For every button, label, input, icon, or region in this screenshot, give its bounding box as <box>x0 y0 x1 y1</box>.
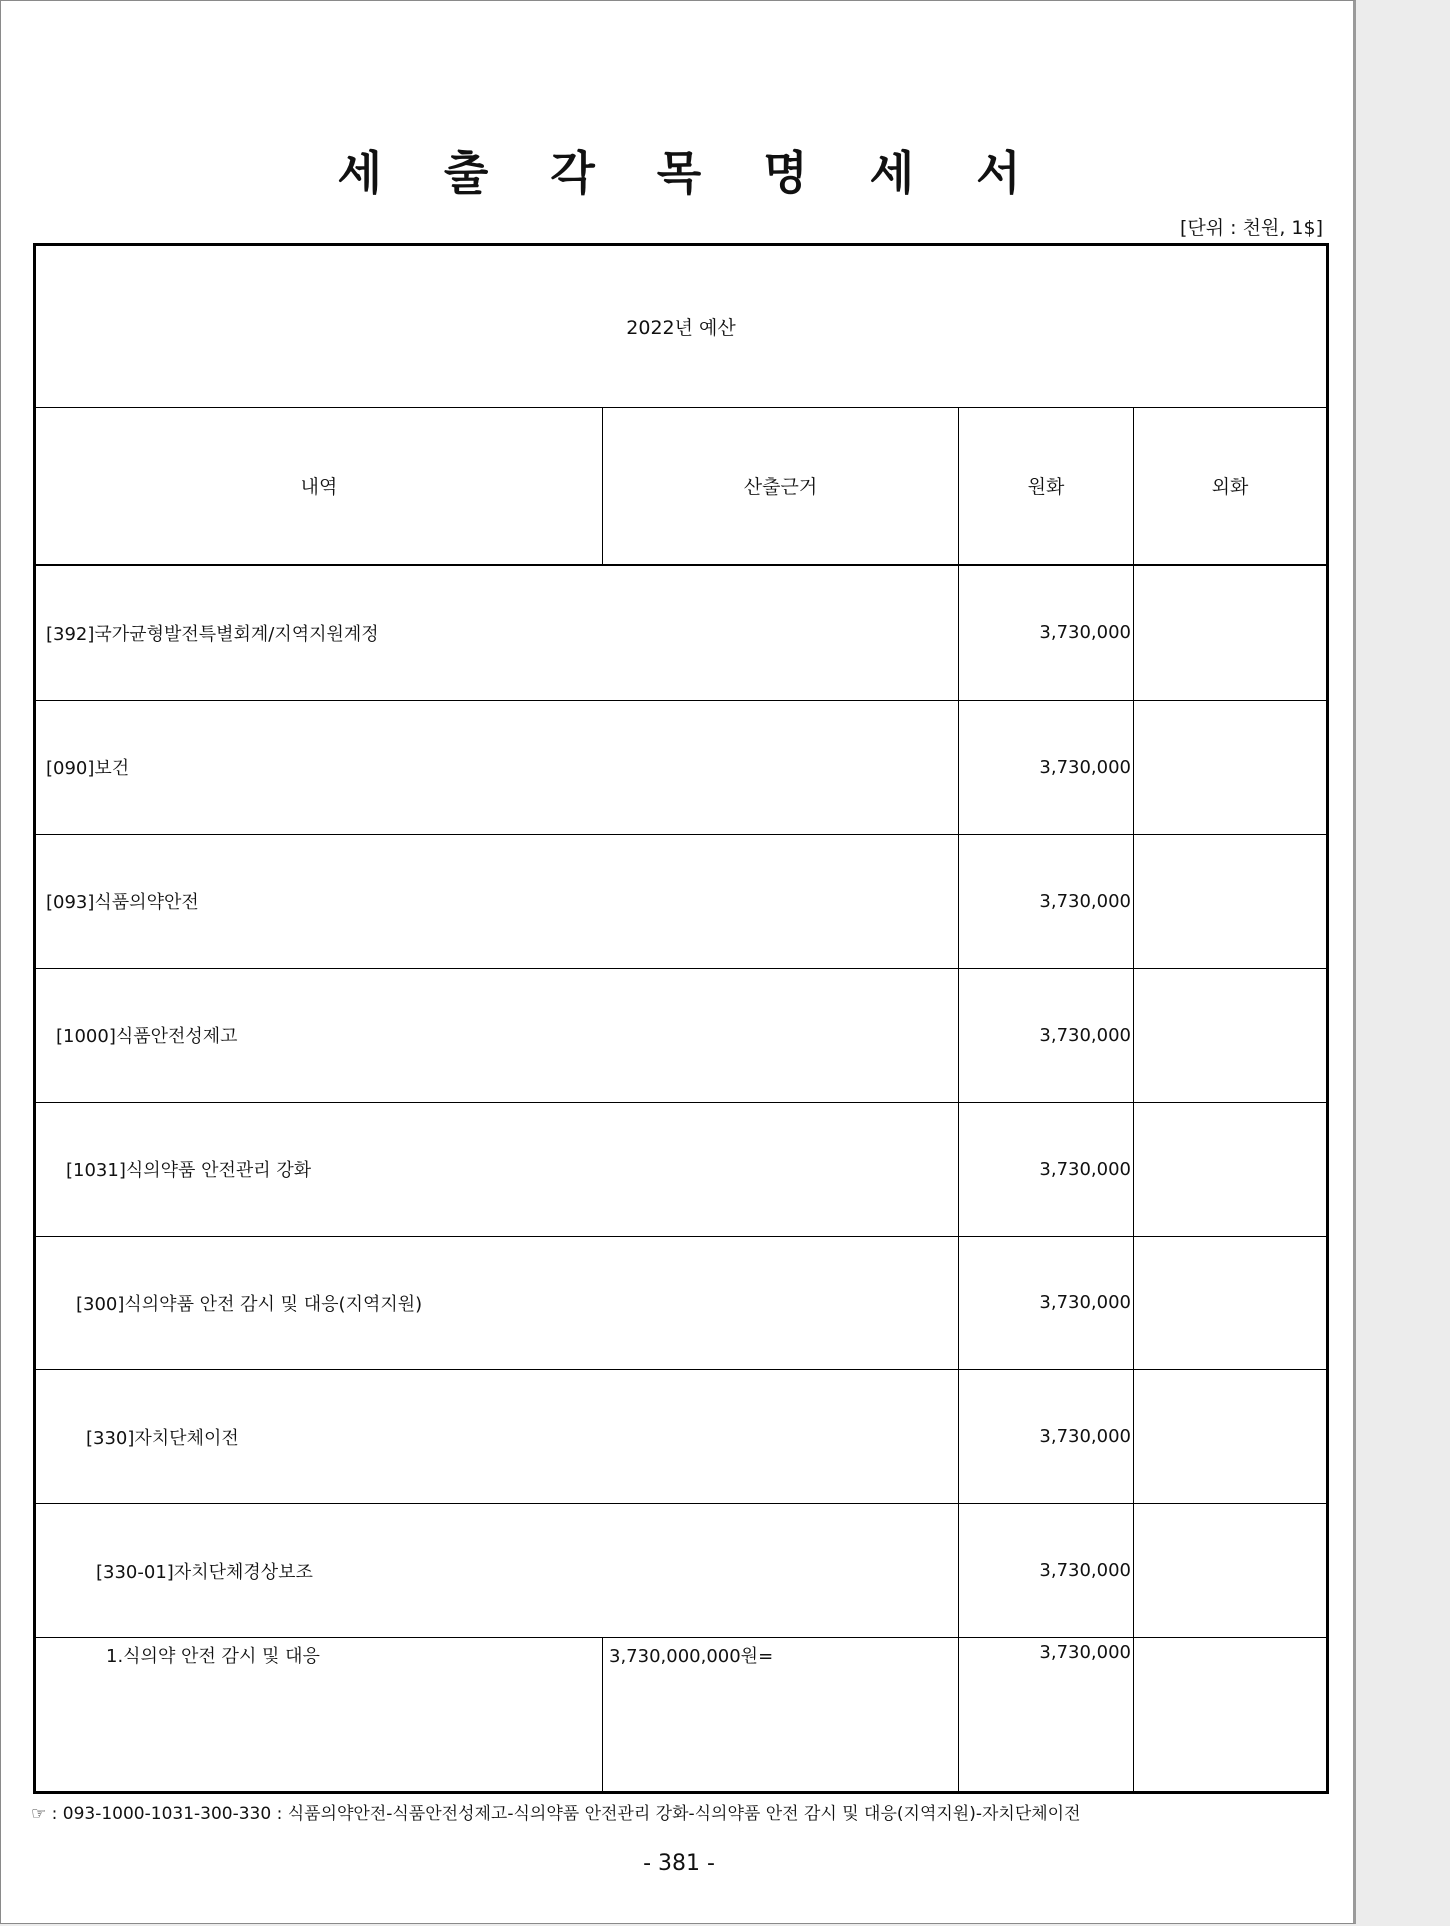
row-krw: 3,730,000 <box>959 565 1134 701</box>
table-row <box>35 1370 1328 1504</box>
page-number: - 381 - <box>643 1851 715 1876</box>
table-row <box>35 834 1328 968</box>
row-krw: 3,730,000 <box>959 968 1134 1102</box>
row-foreign <box>1134 1370 1328 1504</box>
row-krw: 3,730,000 <box>959 1638 1134 1793</box>
row-label: [330]자치단체이전 <box>35 1370 959 1504</box>
row-foreign <box>1134 701 1328 835</box>
row-label: [300]식의약품 안전 감시 및 대응(지역지원) <box>35 1236 959 1370</box>
row-krw: 3,730,000 <box>959 1370 1134 1504</box>
row-label: [093]식품의약안전 <box>35 834 959 968</box>
table-header-row <box>35 245 1328 408</box>
column-header-foreign: 외화 <box>1134 408 1328 565</box>
row-label: [330-01]자치단체경상보조 <box>35 1504 959 1638</box>
row-krw: 3,730,000 <box>959 1102 1134 1236</box>
table-row <box>35 1102 1328 1236</box>
table-row <box>35 1638 1328 1793</box>
row-label: [392]국가균형발전특별회계/지역지원계정 <box>35 565 959 701</box>
column-header-details: 내역 <box>35 408 603 565</box>
row-basis: 3,730,000,000원= <box>603 1638 959 1793</box>
row-krw: 3,730,000 <box>959 701 1134 835</box>
row-foreign <box>1134 834 1328 968</box>
budget-table <box>33 243 1329 1794</box>
row-foreign <box>1134 1638 1328 1793</box>
row-foreign <box>1134 968 1328 1102</box>
row-foreign <box>1134 1504 1328 1638</box>
table-column-header-row <box>35 408 1328 565</box>
row-foreign <box>1134 1102 1328 1236</box>
table-row <box>35 1504 1328 1638</box>
row-label: [1000]식품안전성제고 <box>35 968 959 1102</box>
row-krw: 3,730,000 <box>959 1236 1134 1370</box>
column-header-krw: 원화 <box>959 408 1134 565</box>
document-title: 세출각목명세서 <box>337 146 1083 200</box>
row-label: [1031]식의약품 안전관리 강화 <box>35 1102 959 1236</box>
table-row <box>35 701 1328 835</box>
column-header-basis: 산출근거 <box>603 408 959 565</box>
table-row <box>35 1236 1328 1370</box>
row-krw: 3,730,000 <box>959 834 1134 968</box>
table-row <box>35 565 1328 701</box>
table-row <box>35 968 1328 1102</box>
row-label: [090]보건 <box>35 701 959 835</box>
budget-year-header: 2022년 예산 <box>35 245 1328 408</box>
row-krw: 3,730,000 <box>959 1504 1134 1638</box>
row-foreign <box>1134 1236 1328 1370</box>
row-label: 1.식의약 안전 감시 및 대응 <box>35 1638 603 1793</box>
row-foreign <box>1134 565 1328 701</box>
footnote: ☞ : 093-1000-1031-300-330 : 식품의약안전-식품안전성제고-식의약품 안전관리 강화-식의약품 안전 감시 및 대응(지역지원)-자치단체이전 <box>31 1804 1081 1824</box>
unit-label: [단위 : 천원, 1$] <box>1180 217 1323 239</box>
